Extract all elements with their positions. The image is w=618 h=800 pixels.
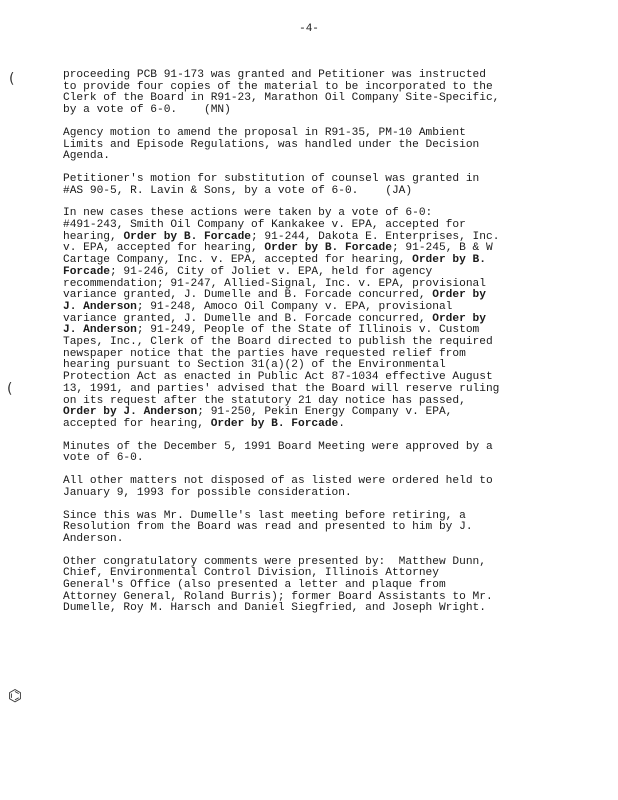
text-line (63, 534, 543, 546)
text-segment: 13, 1991, and parties' advised that the Board will reserve ruling (63, 382, 500, 395)
text-segment: Limits and Episode Regulations, was handled under the Decision (63, 138, 480, 151)
paragraph (63, 70, 543, 117)
text-line (63, 105, 543, 117)
text-line (63, 603, 543, 615)
order-attribution: Order by B. Forcade (123, 230, 251, 243)
order-attribution: Order by (432, 289, 486, 302)
text-segment: hearing, (63, 230, 124, 243)
margin-mark-middle: ( (7, 381, 13, 397)
text-segment: Agenda. (63, 150, 110, 163)
order-attribution: J. Anderson (63, 324, 137, 337)
text-line (63, 453, 543, 465)
text-line (63, 488, 543, 500)
order-attribution: Order by B. Forcade (264, 242, 392, 255)
text-line (63, 419, 543, 431)
text-segment: Agency motion to amend the proposal in R91-35, PM-10 Ambient (63, 126, 466, 139)
text-segment: variance granted, J. Dumelle and B. Forcade concurred, (63, 289, 433, 302)
text-segment: Protection Act as enacted in Public Act 87-1034 effective August (63, 371, 493, 384)
order-attribution: J. Anderson (63, 300, 137, 313)
paragraph (63, 557, 543, 616)
text-segment: by a vote of 6-0. (MN) (63, 104, 231, 117)
text-segment: ; 91-246, City of Joliet v. EPA, held for agency (110, 265, 433, 278)
text-segment: ; 91-245, B & W (391, 242, 493, 255)
text-segment: recommendation; 91-247, Allied-Signal, Inc. v. EPA, provisional (63, 277, 486, 290)
text-segment: v. EPA, accepted for hearing, (63, 242, 265, 255)
order-attribution: Order by J. Anderson (63, 406, 198, 419)
paragraph (63, 476, 543, 499)
paragraph (63, 174, 543, 197)
document-body (63, 70, 543, 626)
order-attribution: Forcade (63, 265, 110, 278)
paragraph (63, 208, 543, 430)
text-segment: ; 91-249, People of the State of Illinois v. Custom (136, 324, 480, 337)
text-segment: Chief, Environmental Control Division, Illinois Attorney (63, 567, 439, 580)
text-segment: . (338, 417, 345, 430)
paragraph (63, 511, 543, 546)
order-attribution: Order by (432, 312, 486, 325)
order-attribution: Order by B. Forcade (210, 417, 339, 430)
text-segment: ; 91-250, Pekin Energy Company v. EPA, (197, 406, 453, 419)
margin-mark-top: ( (9, 71, 15, 87)
paragraph (63, 128, 543, 163)
text-segment: variance granted, J. Dumelle and B. Forcade concurred, (63, 312, 433, 325)
text-segment: ; 91-244, Dakota E. Enterprises, Inc. (251, 230, 500, 243)
text-line (63, 186, 543, 198)
text-segment: Petitioner's motion for substitution of counsel was granted in (63, 172, 480, 185)
text-segment: In new cases these actions were taken by a vote of 6-0: (63, 207, 433, 220)
text-segment: newspaper notice that the parties have requested relief from (63, 347, 466, 360)
text-segment: Other congratulatory comments were presented by: Matthew Dunn, (63, 555, 486, 568)
text-segment: on its request after the statutory 21 day notice has passed, (63, 394, 466, 407)
paragraph (63, 442, 543, 465)
text-segment: Since this was Mr. Dumelle's last meeting before retiring, a (63, 509, 466, 522)
text-segment: Minutes of the December 5, 1991 Board Meeting were approved by a (63, 440, 493, 453)
text-segment: accepted for hearing, (63, 417, 211, 430)
order-attribution: Order by B. (412, 254, 486, 267)
text-segment: proceeding PCB 91-173 was granted and Petitioner was instructed (63, 69, 486, 81)
text-segment: to provide four copies of the material to be incorporated to the (63, 80, 493, 93)
text-segment: Clerk of the Board in R91-23, Marathon Oil Company Site-Specific, (63, 92, 500, 105)
text-line (63, 151, 543, 163)
text-segment: vote of 6-0. (63, 452, 144, 465)
text-segment: Anderson. (63, 532, 124, 545)
text-segment: All other matters not disposed of as listed were ordered held to (63, 475, 493, 488)
text-segment: Tapes, Inc., Clerk of the Board directed to publish the required (63, 336, 493, 349)
text-segment: hearing pursuant to Section 31(a)(2) of the Environmental (63, 359, 446, 372)
text-segment: Attorney General, Roland Burris); former Board Assistants to Mr. (63, 590, 493, 603)
text-segment: Resolution from the Board was read and presented to him by J. (63, 521, 473, 534)
text-segment: #491-243, Smith Oil Company of Kankakee v. EPA, accepted for (63, 219, 466, 232)
text-segment: ; 91-248, Amoco Oil Company v. EPA, provisional (136, 300, 453, 313)
margin-mark-bottom: ⌬ (8, 686, 22, 705)
text-segment: Dumelle, Roy M. Harsch and Daniel Siegfried, and Joseph Wright. (63, 602, 486, 615)
text-segment: January 9, 1993 for possible consideration. (63, 486, 352, 499)
text-line (63, 140, 543, 152)
text-segment: General's Office (also presented a letter and plaque from (63, 579, 446, 592)
page-number: -4- (299, 23, 319, 35)
text-segment: Cartage Company, Inc. v. EPA, accepted for hearing, (63, 254, 413, 267)
text-segment: #AS 90-5, R. Lavin & Sons, by a vote of 6-0. (JA) (63, 184, 413, 197)
text-line (63, 522, 543, 534)
